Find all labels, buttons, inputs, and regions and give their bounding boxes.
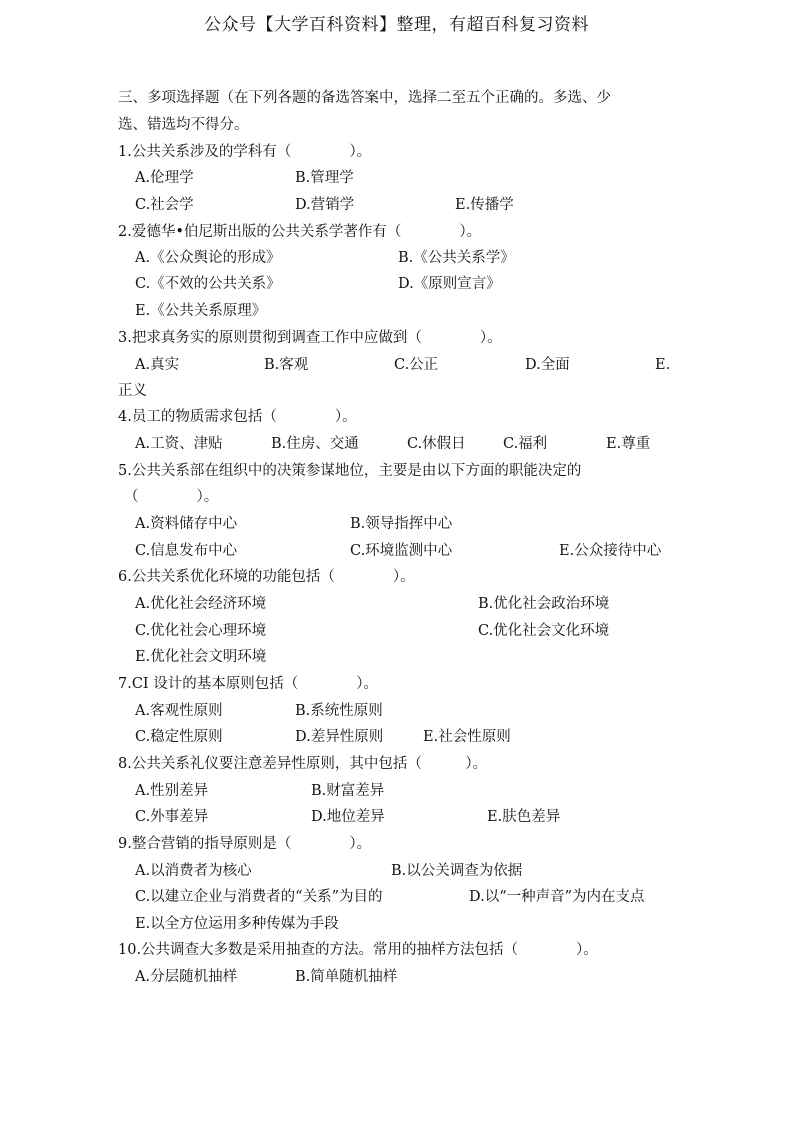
option: E.社会性原则 bbox=[423, 729, 511, 745]
option: E.公众接待中心 bbox=[559, 543, 662, 559]
option: C.信息发布中心 bbox=[135, 543, 238, 559]
option: D.全面 bbox=[525, 357, 570, 373]
option: C.休假日 bbox=[407, 436, 466, 452]
question-stem: 5.公共关系部在组织中的决策参谋地位，主要是由以下方面的职能决定的 bbox=[118, 463, 582, 479]
option: C.社会学 bbox=[135, 197, 194, 213]
option: E.尊重 bbox=[606, 436, 651, 452]
option: C.外事差异 bbox=[135, 809, 209, 825]
option: A.资料储存中心 bbox=[135, 516, 238, 532]
option: B.管理学 bbox=[295, 170, 354, 186]
option: E.优化社会文明环境 bbox=[135, 649, 267, 665]
option: C.优化社会文化环境 bbox=[478, 623, 610, 639]
option: E.传播学 bbox=[455, 197, 514, 213]
option: A.分层随机抽样 bbox=[135, 969, 238, 985]
option: A.客观性原则 bbox=[135, 703, 223, 719]
option: E.以全方位运用多种传媒为手段 bbox=[135, 916, 339, 932]
option: B.系统性原则 bbox=[295, 703, 383, 719]
option: D.以“一种声音”为内在支点 bbox=[469, 889, 645, 905]
option: C.环境监测中心 bbox=[350, 543, 453, 559]
option: A.《公众舆论的形成》 bbox=[135, 250, 281, 266]
option: C.以建立企业与消费者的“关系”为目的 bbox=[135, 889, 383, 905]
option: B.以公关调查为依据 bbox=[391, 863, 523, 879]
option: B.住房、交通 bbox=[271, 436, 359, 452]
option: C.优化社会心理环境 bbox=[135, 623, 267, 639]
option: C.福利 bbox=[503, 436, 548, 452]
page-header: 公众号【大学百科资料】整理，有超百科复习资料 bbox=[204, 15, 589, 35]
question-stem: 4.员工的物质需求包括（ ）。 bbox=[118, 409, 357, 425]
option: D.差异性原则 bbox=[295, 729, 384, 745]
question-stem: 3.把求真务实的原则贯彻到调查工作中应做到（ ）。 bbox=[118, 330, 502, 346]
section-title-line1: 三、多项选择题（在下列各题的备选答案中，选择二至五个正确的。多选、少 bbox=[118, 90, 611, 106]
option: B.财富差异 bbox=[311, 783, 385, 799]
option: A.工资、津贴 bbox=[135, 436, 223, 452]
option: B.《公共关系学》 bbox=[398, 250, 515, 266]
option: A.以消费者为核心 bbox=[135, 863, 252, 879]
question-stem-cont: （ ）。 bbox=[124, 489, 219, 505]
option: A.性别差异 bbox=[135, 783, 209, 799]
question-stem: 1.公共关系涉及的学科有（ ）。 bbox=[118, 144, 372, 160]
option: A.真实 bbox=[135, 357, 180, 373]
option: A.优化社会经济环境 bbox=[135, 596, 267, 612]
option: E.肤色差异 bbox=[487, 809, 561, 825]
option: B.优化社会政治环境 bbox=[478, 596, 610, 612]
question-stem: 9.整合营销的指导原则是（ ）。 bbox=[118, 836, 372, 852]
option: A.伦理学 bbox=[135, 170, 194, 186]
question-stem: 7.CI 设计的基本原则包括（ ）。 bbox=[118, 676, 379, 692]
question-stem: 10.公共调查大多数是采用抽查的方法。常用的抽样方法包括（ ）。 bbox=[118, 942, 598, 958]
question-stem: 2.爱德华•伯尼斯出版的公共关系学著作有（ ）。 bbox=[118, 224, 482, 240]
option-wrap: 正义 bbox=[118, 383, 147, 399]
option: C.公正 bbox=[394, 357, 439, 373]
section-title-line2: 选、错选均不得分。 bbox=[118, 117, 249, 133]
option: E. bbox=[655, 357, 671, 373]
option: B.客观 bbox=[264, 357, 309, 373]
option: B.简单随机抽样 bbox=[295, 969, 398, 985]
option: C.稳定性原则 bbox=[135, 729, 223, 745]
question-stem: 6.公共关系优化环境的功能包括（ ）。 bbox=[118, 569, 415, 585]
option: E.《公共关系原理》 bbox=[135, 303, 267, 319]
question-stem: 8.公共关系礼仪要注意差异性原则，其中包括（ ）。 bbox=[118, 756, 488, 772]
option: D.《原则宣言》 bbox=[398, 276, 501, 292]
option: D.地位差异 bbox=[311, 809, 385, 825]
option: D.营销学 bbox=[295, 197, 355, 213]
option: B.领导指挥中心 bbox=[350, 516, 453, 532]
option: C.《不效的公共关系》 bbox=[135, 276, 281, 292]
